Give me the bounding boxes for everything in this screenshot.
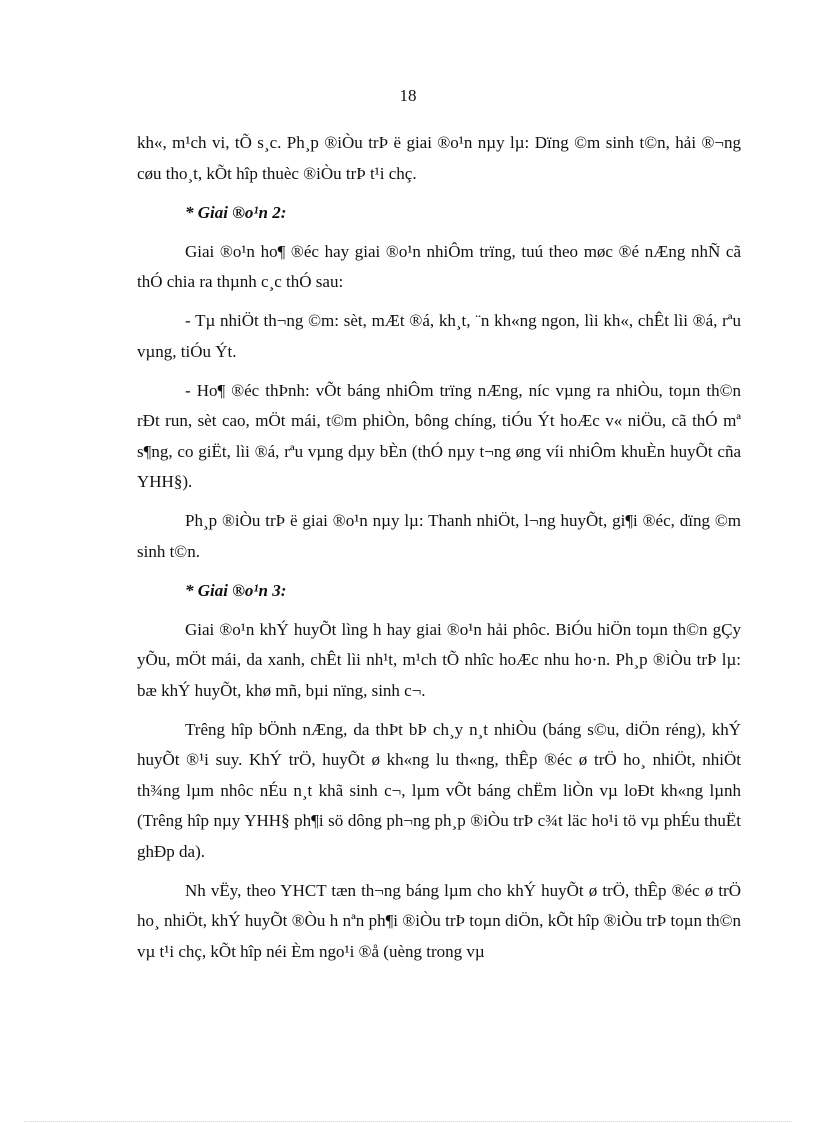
page-bottom-divider bbox=[24, 1121, 792, 1122]
paragraph-5: Ph¸p ®iÒu trÞ ë giai ®o¹n nµy lµ: Thanh nhiÖt, l¬ng huyÕt, gi¶i ®éc, dïng ©m sinh t©n. bbox=[137, 511, 746, 561]
paragraph-4: - Ho¶ ®éc thÞnh: vÕt báng nhiÔm trïng nÆng, níc vµng ra nhiÒu, toµn th©n rÐt run, sèt cao, mÖt mái, t©m phiÒn, bông chíng, tiÓu Ýt hoÆc v« niÖu, cã thÓ mª s¶ng, co giËt, lìi ®á, rªu vµng dµy bÈn (thÓ nµy t¬ng øng víi nhiÔm khuÈn huyÕt cña YHH§). bbox=[137, 380, 746, 491]
section-heading-stage-3: * Giai ®o¹n 3: bbox=[185, 580, 287, 600]
paragraph-3: - Tµ nhiÖt th¬ng ©m: sèt, mÆt ®á, kh¸t, ¨n kh«ng ngon, lìi kh«, chÊt lìi ®á, rªu vµng, tiÓu Ýt. bbox=[137, 311, 746, 361]
paragraph-8: Nh vËy, theo YHCT tæn th¬ng báng lµm cho khÝ huyÕt ø trÖ, thÊp ®éc ø trÖ ho¸ nhiÖt, khÝ huyÕt ®Òu h nªn ph¶i ®iÒu trÞ toµn diÖn, kÕt hîp ®iÒu trÞ toµn th©n vµ t¹i chç, kÕt hîp néi Èm ngo¹i ®å (uèng trong vµ bbox=[137, 880, 746, 961]
paragraph-6: Giai ®o¹n khÝ huyÕt lìng h hay giai ®o¹n hải phôc. BiÓu hiÖn toµn th©n gÇy yÕu, mÖt mái, da xanh, chÊt lìi nh¹t, m¹ch tÕ nhîc hoÆc nhu ho·n. Ph¸p ®iÒu trÞ lµ: bæ khÝ huyÕt, khø mñ, bµi nïng, sinh c¬. bbox=[137, 619, 746, 700]
document-body bbox=[137, 128, 746, 976]
paragraph-7: Trêng hîp bÖnh nÆng, da thÞt bÞ ch¸y n¸t nhiÒu (báng s©u, diÖn réng), khÝ huyÕt ®¹i suy. KhÝ trÖ, huyÕt ø kh«ng lu th«ng, thÊp ®éc ø trÖ ho¸ nhiÖt, nhiÖt th¾ng lµm nhôc nÉu n¸t khã sinh c¬, lµm vÕt báng chËm liÒn vµ loÐt kh«ng lµnh (Trêng hîp nµy YHH§ ph¶i sö dông ph¬ng ph¸p ®iÒu trÞ c¾t läc ho¹i tö vµ phÉu thuËt ghÐp da). bbox=[137, 719, 746, 861]
paragraph-1: kh«, m¹ch vi, tÕ s¸c. Ph¸p ®iÒu trÞ ë giai ®o¹n nµy lµ: Dïng ©m sinh t©n, hải ®¬ng cøu tho¸t, kÕt hîp thuèc ®iÒu trÞ t¹i chç. bbox=[137, 133, 746, 183]
section-heading-stage-2: * Giai ®o¹n 2: bbox=[185, 202, 287, 222]
page-number: 18 bbox=[399, 86, 417, 105]
paragraph-2: Giai ®o¹n ho¶ ®éc hay giai ®o¹n nhiÔm trïng, tuú theo møc ®é nÆng nhÑ cã thÓ chia ra thµnh c¸c thÓ sau: bbox=[137, 241, 746, 291]
